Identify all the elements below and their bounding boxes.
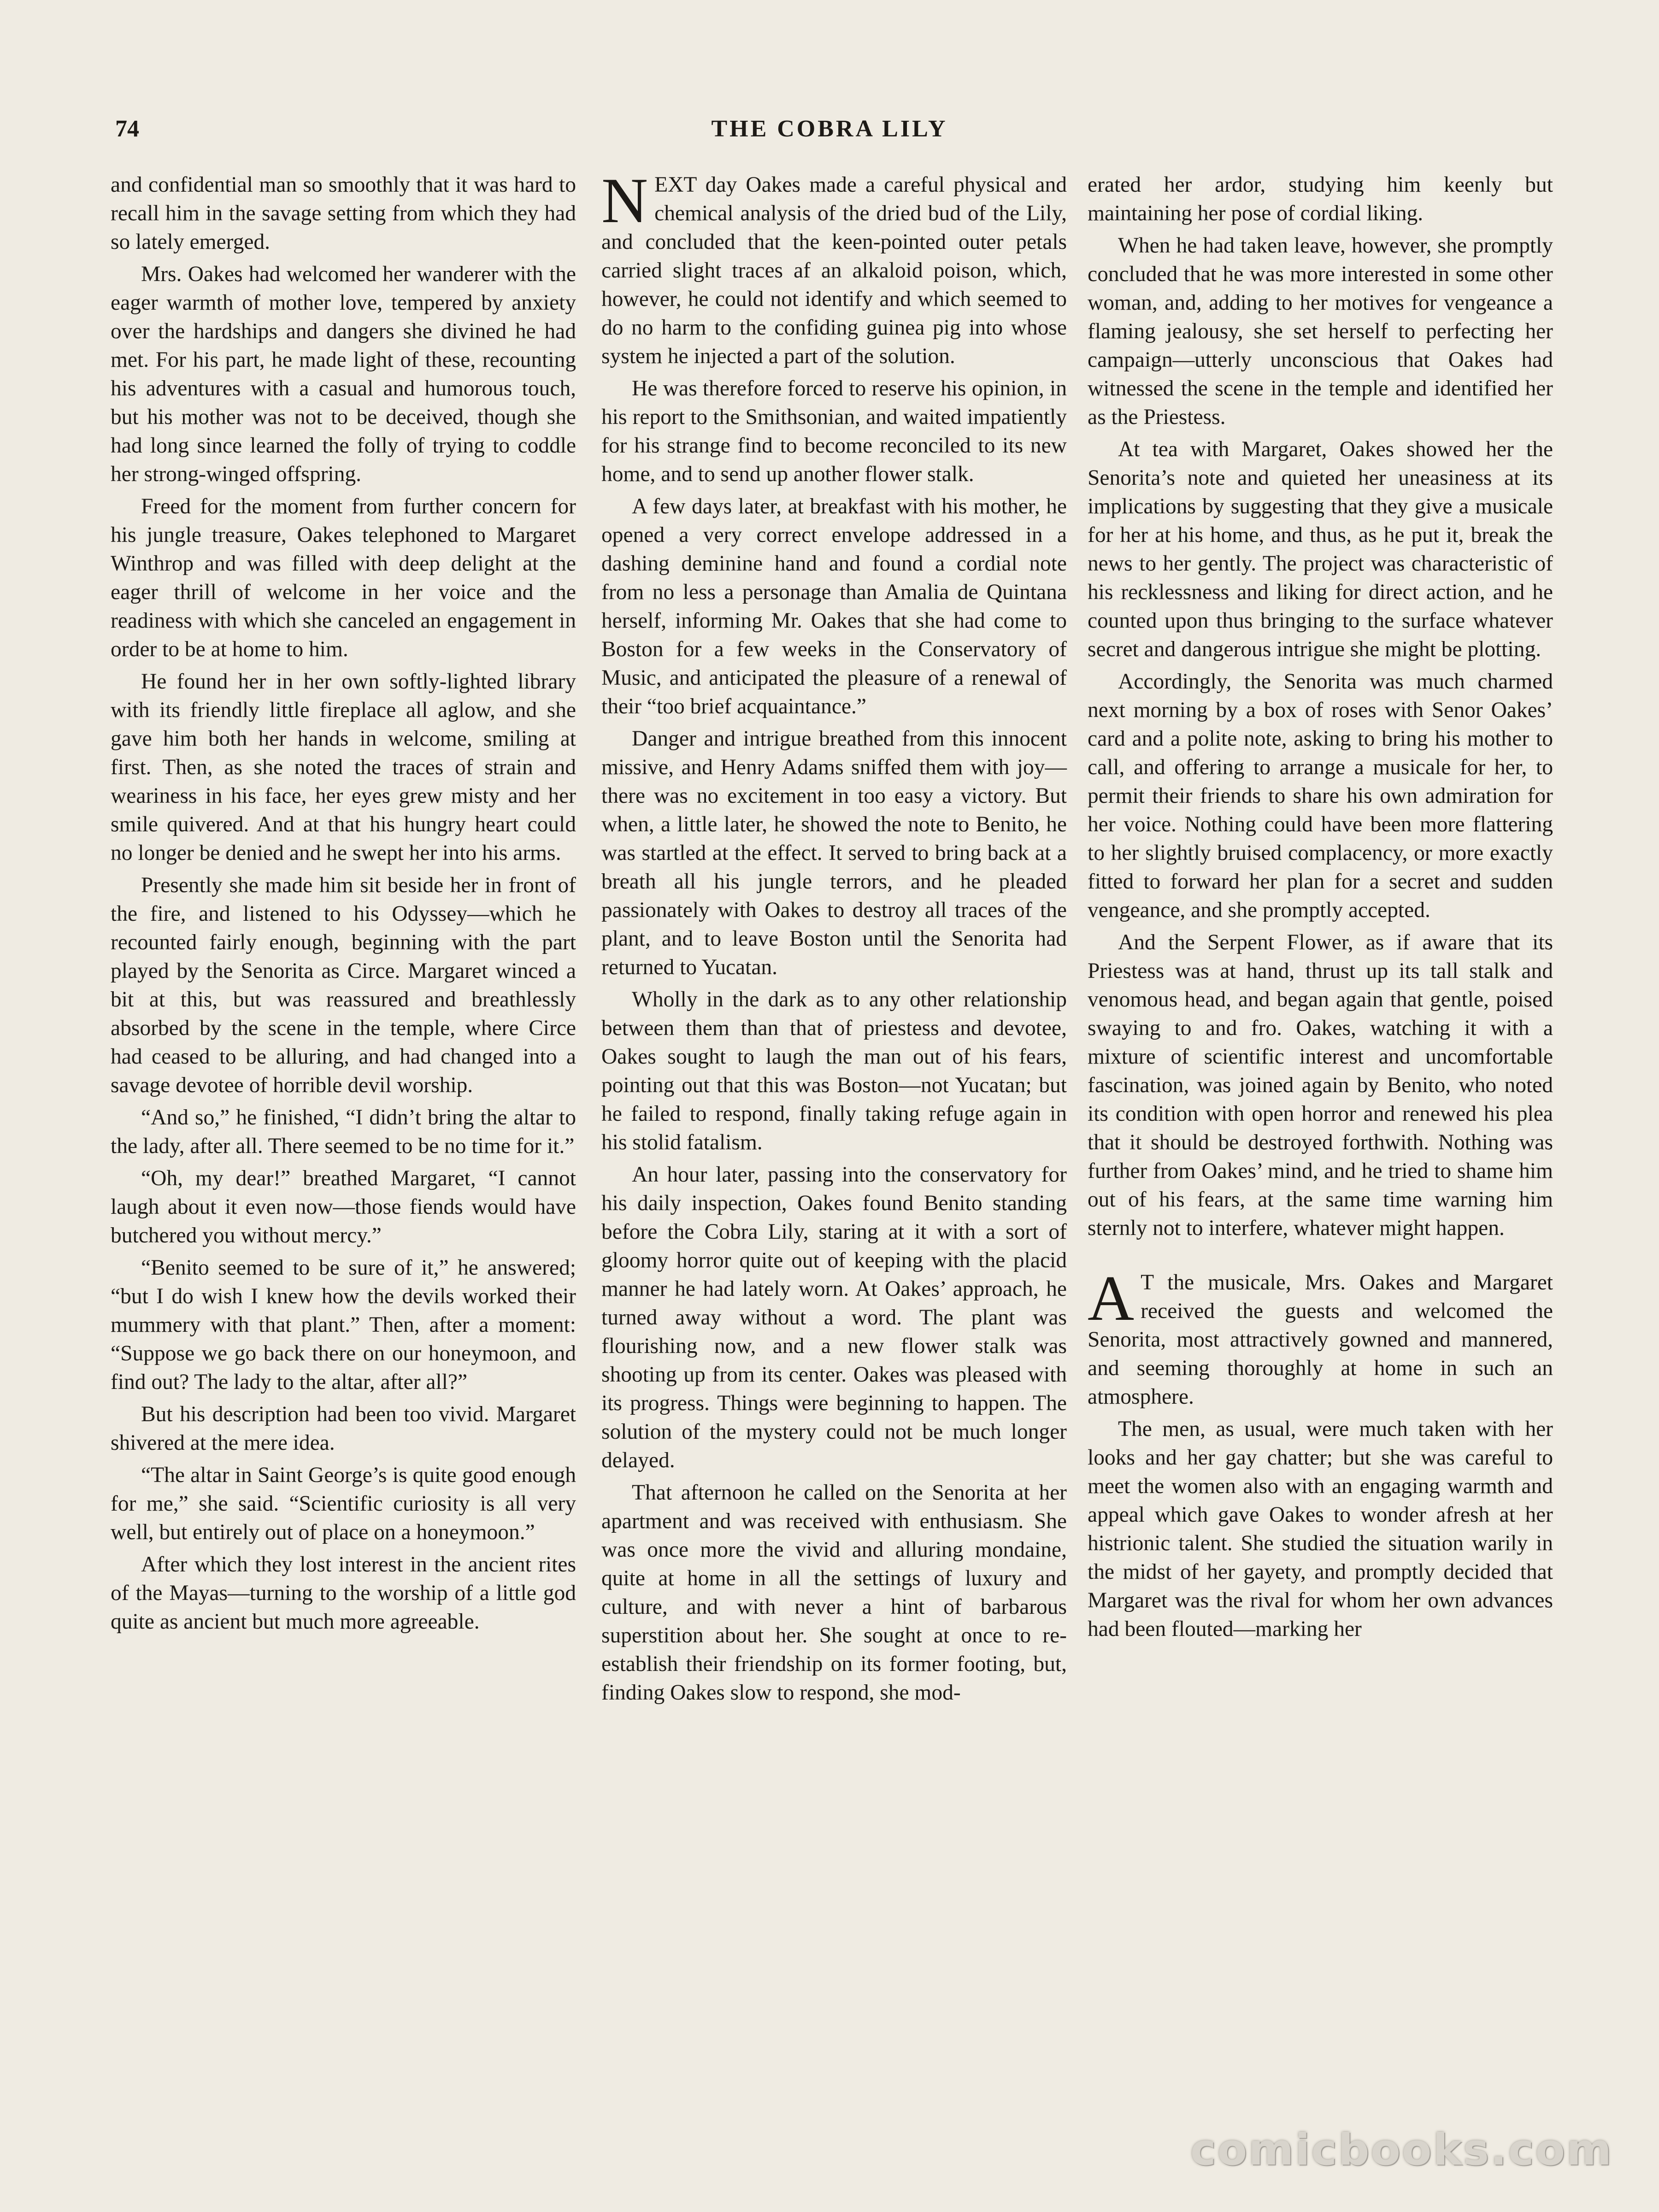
paragraph: “And so,” he finished, “I didn’t bring the altar to the lady, after all. There seemed to be no time for it.” <box>111 1106 576 1158</box>
paragraph: Presently she made him sit beside her in front of the fire, and listened to his Odyssey—which he recounted fairly enough, beginning with the part played by the Senorita as Circe. Margaret winced a bit at this, but was reassured and breathlessly absorbed by the scene in the temple, where Circe had ceased to be alluring, and had changed into a savage devotee of horrible devil worship. <box>111 873 576 1097</box>
paragraph: When he had taken leave, however, she promptly concluded that he was more interested in some other woman, and, adding to her motives for vengeance a flaming jealousy, she set herself to perfecting her campaign—utterly unconscious that Oakes had witnessed the scene in the temple and identified her as the Priestess. <box>1088 234 1553 429</box>
paragraph: A few days later, at breakfast with his mother, he opened a very correct envelope addressed in a dashing deminine hand and found a cordial note from no less a personage than Amalia de Quintana herself, informing Mr. Oakes that she had come to Boston for a few weeks in the Conservatory of Music, and anticipated the pleasure of a renewal of their “too brief acquaintance.” <box>601 494 1067 718</box>
paragraph: Danger and intrigue breathed from this innocent missive, and Henry Adams sniffed them with joy—there was no excitement in too easy a victory. But when, a little later, he showed the note to Benito, he was startled at the effect. It served to bring back at a breath all his jungle terrors, and he pleaded passionately with Oakes to destroy all traces of the plant, and to leave Boston until the Senorita had returned to Yucatan. <box>601 727 1067 979</box>
paragraph: The men, as usual, were much taken with her looks and her gay chatter; but she was careful to meet the women also with an engaging warmth and appeal which gave Oakes to wonder afresh at her histrionic talent. She studied the situation warily in the midst of her gayety, and promptly decided that Margaret was the rival for whom her own advances had been flouted—marking her <box>1088 1417 1553 1641</box>
paragraph: “Benito seemed to be sure of it,” he answered; “but I do wish I knew how the devils worked their mummery with that plant.” Then, after a moment: “Suppose we go back there on our honeymoon, and find out? The lady to the altar, after all?” <box>111 1256 576 1394</box>
paragraph: And the Serpent Flower, as if aware that its Priestess was at hand, thrust up its tall stalk and venomous head, and began again that gentle, poised swaying to and fro. Oakes, watching it with a mixture of scientific interest and uncomfortable fascination, was joined again by Benito, who noted its condition with open horror and renewed his plea that it should be destroyed forthwith. Nothing was further from Oakes’ mind, and he tried to shame him out of his fears, at the same time warning him sternly not to interfere, whatever might happen. <box>1088 930 1553 1240</box>
text-column-1 <box>111 171 576 1640</box>
paragraph-text: T the musicale, Mrs. Oakes and Margaret received the guests and welcomed the Senorita, most attractively gowned and mannered, and seeming thoroughly at home in such an atmosphere. <box>1088 1271 1553 1409</box>
page-number: 74 <box>115 116 139 142</box>
paragraph: “Oh, my dear!” breathed Margaret, “I cannot laugh about it even now—those fiends would have butchered you without mercy.” <box>111 1166 576 1247</box>
text-column-2 <box>601 165 1067 1711</box>
paragraph: Accordingly, the Senorita was much charmed next morning by a box of roses with Senor Oakes’ card and a polite note, asking to bring his mother to call, and offering to arrange a musicale for her, to permit their friends to share his own admiration for her voice. Nothing could have been more flattering to her slightly bruised complacency, or more exactly fitted to forward her plan for a secret and sudden vengeance, and she promptly accepted. <box>1088 670 1553 922</box>
paragraph: That afternoon he called on the Senorita at her apartment and was received with enthusiasm. She was once more the vivid and alluring mondaine, quite at home in all the settings of luxury and culture, and with never a hint of barbarous superstition about her. She sought at once to re-establish their friendship on its former footing, but, finding Oakes slow to respond, she mod- <box>601 1481 1067 1705</box>
paragraph: “The altar in Saint George’s is quite good enough for me,” she said. “Scientific curiosity is all very well, but entirely out of place on a honeymoon.” <box>111 1463 576 1544</box>
paragraph: An hour later, passing into the conservatory for his daily inspection, Oakes found Benito standing before the Cobra Lily, staring at it with a sort of gloomy horror quite out of keeping with the placid manner he had lately worn. At Oakes’ approach, he turned away without a word. The plant was flourishing now, and a new flower stalk was shooting up from its center. Oakes was pleased with its progress. Things were beginning to happen. The solution of the mystery could not be much longer delayed. <box>601 1163 1067 1472</box>
page-title: THE COBRA LILY <box>711 116 948 142</box>
paragraph: But his description had been too vivid. Margaret shivered at the mere idea. <box>111 1402 576 1455</box>
paragraph <box>601 165 1067 371</box>
text-column-3 <box>1088 171 1553 1647</box>
paragraph: and confidential man so smoothly that it was hard to recall him in the savage setting from which they had so lately emerged. <box>111 173 576 254</box>
paragraph: At tea with Margaret, Oakes showed her the Senorita’s note and quieted her uneasiness at its implications by suggesting that they give a musicale for her at his home, and thus, as he put it, break the news to her gently. The project was characteristic of his recklessness and liking for direct action, and he counted upon thus bringing to the surface whatever secret and dangerous intrigue she might be plotting. <box>1088 437 1553 661</box>
paragraph: erated her ardor, studying him keenly but maintaining her pose of cordial liking. <box>1088 173 1553 225</box>
paragraph: After which they lost interest in the ancient rites of the Mayas—turning to the worship of a little god quite as ancient but much more agreeable. <box>111 1553 576 1634</box>
paragraph-text: EXT day Oakes made a careful physical and chemical analysis of the dried bud of the Lily, and concluded that the keen-pointed outer petals carried slight traces af an alkaloid poison, which, however, he could not identify and which seemed to do no harm to the confiding guinea pig into whose system he injected a part of the solution. <box>601 173 1067 368</box>
drop-cap: N <box>601 165 648 236</box>
paragraph: Mrs. Oakes had welcomed her wanderer with the eager warmth of mother love, tempered by anxiety over the hardships and dangers she divined he had met. For his part, he made light of these, recounting his adventures with a casual and humorous touch, but his mother was not to be deceived, though she had long since learned the folly of trying to coddle her strong-winged offspring. <box>111 262 576 486</box>
paragraph: Freed for the moment from further concern for his jungle treasure, Oakes telephoned to Margaret Winthrop and was filled with deep delight at the eager thrill of welcome in her voice and the readiness with which she canceled an engagement in order to be at home to him. <box>111 494 576 661</box>
paragraph: He was therefore forced to reserve his opinion, in his report to the Smithsonian, and waited impatiently for his strange find to become reconciled to its new home, and to send up another flower stalk. <box>601 377 1067 486</box>
watermark: comicbooks.com <box>1190 2125 1613 2175</box>
section-break <box>1088 1246 1553 1268</box>
paragraph <box>1088 1263 1553 1411</box>
drop-cap: A <box>1088 1263 1135 1334</box>
paragraph: Wholly in the dark as to any other relationship between them than that of priestess and devotee, Oakes sought to laugh the man out of his fears, pointing out that this was Boston—not Yucatan; but he failed to respond, finally taking refuge again in his stolid fatalism. <box>601 988 1067 1154</box>
paragraph: He found her in her own softly-lighted library with its friendly little fireplace all aglow, and she gave him both her hands in welcome, smiling at first. Then, as she noted the traces of strain and weariness in his face, her eyes grew misty and her smile quivered. And at that his hungry heart could no longer be denied and he swept her into his arms. <box>111 670 576 865</box>
running-head <box>111 115 1548 152</box>
